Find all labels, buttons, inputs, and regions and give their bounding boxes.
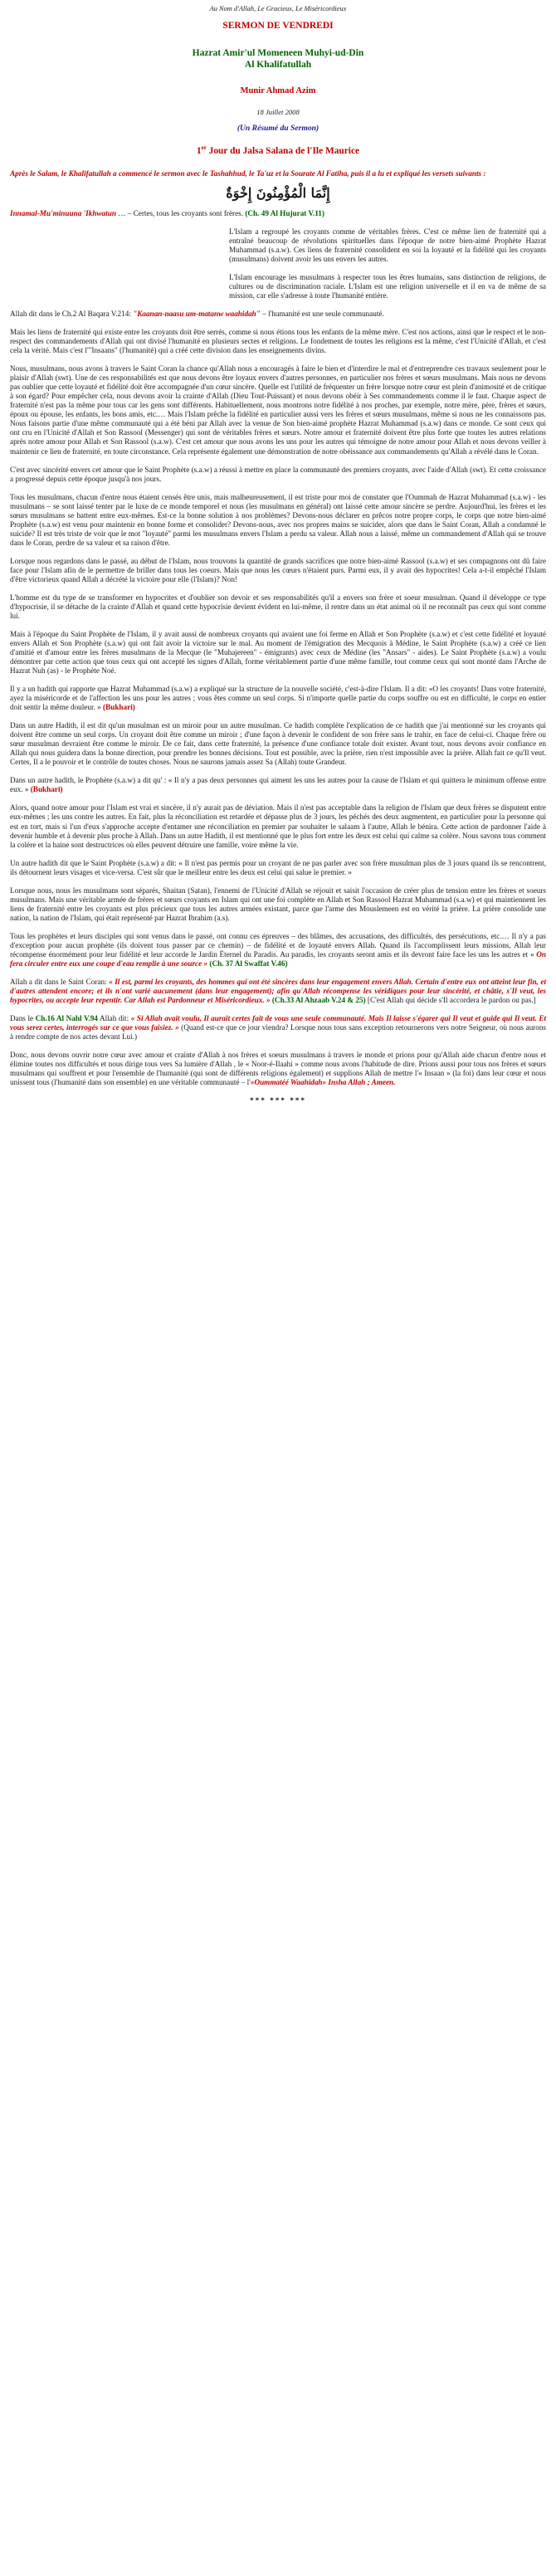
caliph-name-line-1: Hazrat Amir'ul Momeneen Muhyi-ud-Din [192,47,364,58]
jalsa-day-suffix: er [201,144,207,152]
closing-text: Donc, nous devons ouvrir notre cœur avec amour et crainte d'Allah à nos frères et soeurs musulmans à travers le monde et prions pour qu'Allah aide chacun d'entre nous et élimine toutes nos difficultés et nous dirige tous vers Sa lumière d'Allah , le « Noor-é-Ilaahi » comme nous avons l'habitude de dire. Prions aussi pour tous nos frères et sœurs musulmans qui souffrent et pour l'ensemble de l'humanité (qui sont de différents religions également) et supplions Allah de mettre l'« Insaan » (la foi) dans leur cœur et nous unissent tous (l'humanité dans son ensemble) en une véritable communauté – l' [10,1051,546,1087]
ahzaab-reference: (Ch.33 Al Ahzaab V.24 & 25) [271,995,366,1004]
paragraph-c-2: Un autre hadith dit que le Saint Prophète (s.a.w) a dit: « Il n'est pas permis pour un croyant de ne pas parler avec son frère musulman plus de 3 jours quand ils se rencontrent, ils détournent leurs visages et vice-versa. C'est sûr que le meilleur entre les deux est celui qui salue le premier. » [10,858,546,876]
bukhari-paragraph-2 [10,776,546,794]
jalsa-day-number: 1 [196,145,202,156]
speaker-name: Munir Ahmad Azim [240,85,316,95]
sermon-document [0,0,556,1114]
innamal-transliteration: Innamal-Mu'minuuna 'Ikhwatun [10,208,116,217]
ahzaab-intro: Allah a dit dans le Saint Coran: [10,977,110,986]
paragraph-a-7: Mais à l'époque du Saint Prophète de l'Islam, il y avait aussi de nombreux croyants qui avaient une foi ferme en Allah et Son Prophète (s.a.w) et c'est cette fidélité et loyauté envers Allah et Son Prophète (s.a.w) qui ont fait avoir la victoire sur le mal. Au moment de l'émigration des Mecquois à Médine, le Saint Prophète (s.a.w) a créé ce lien d'amitié et d'amour entre les frères musulmans de la Mecque (le "Muhajereen" - émigrants) avec ceux de Médine (les "Ansars" - aides). Le Saint Prophète (s.a.w) a voulu démontrer par cette action que tous ceux qui ont accepté les signes d'Allah, forme véritablement partie d'une même famille, tout comme ceux qui sont monté dans l'Arche de Hazrat Nuh (as) - le Prophète Noé. [10,629,546,676]
saffat-reference: (Ch. 37 Al Swaffat V.46) [209,959,288,968]
nahl-paragraph [10,1014,546,1042]
paragraph-c-1: Alors, quand notre amour pour l'Islam est vrai et sincère, il n'y aurait pas de déviation. Mais il n'est pas acceptable dans la religion de l'Islam que deux frères se disputent entre eux-mêmes ; les uns contre les autres. En fait, plus la réconciliation est retardée et dépasse plus de 3 jours, les péchés des deux augmentent, en particulier pour la personne qui est en tort, mais si l'un d'eux s'approche accepte d'entamer une réconciliation en premier par souhaiter le salaam à l'autre, Allah le bénira. Cette action de pardonner l'aide à devenir humble et à devenir plus proche à Allah. Dans un autre Hadith, il est mentionné que le plus fort entre les deux est celui qui calme sa colère. Nous savons tous comment la colère et la haine sont destructrices où elles peuvent détruire une famille, voire même la vie. [10,803,546,849]
arabic-verse: إِنَّمَا الْمُؤْمِنُونَ إِخْوَةٌ [226,184,330,201]
nahl-note: (Quand est-ce que ce jour viendra? Lorsque nous tous sans exception retournerons vers notre Seigneur, où nous aurons à rendre compte de nos actes devant Lui.) [10,1023,546,1042]
innamal-translation: … – Certes, tous les croyants sont frères. [115,208,246,217]
nahl-intro: Dans le [10,1014,36,1022]
jalsa-heading-text: Jour du Jalsa Salana de l'Ile Maurice [206,145,360,156]
sermon-title: SERMON DE VENDREDI [222,21,334,32]
end-stars: *** *** *** [250,1096,306,1105]
sermon-date: 18 Juillet 2008 [256,108,300,117]
paragraph-a-3: C'est avec sincérité envers cet amour que le Saint Prophète (s.a.w) a réussi à mettre en place la communauté des premiers croyants, avec l'aide d'Allah (swt). Et cette croissance a progressé depuis cette époque jusqu'à nos jours. [10,465,546,483]
paragraph-c-3: Lorsque nous, nous les musulmans sont séparés, Shaitan (Satan), l'ennemi de l'Unicité d'Allah se réjouit et saisit l'occasion de créer plus de tension entre les frères et soeurs musulmans. Mais une véritable armée de frères et sœurs croyants en Islam qui ont une foi complète en Allah et Son Rassool Hazrat Muhammad (s.a.w) et qui maintiennent les liens de fraternité entre les croyants est plus précieux que tous les autres armées existant, parce que l'arme des Mouslemeen est en vérité la prière. La prière consolide une nation, la nation de l'Islam, qui était représenté par Hazrat Ibrahim (a.s). [10,886,546,922]
paragraph-a-2: Nous, musulmans, nous avons à travers le Saint Coran la chance qu'Allah nous a encouragés à faire le bien et d'interdire le mal et d'entreprendre ces travaux seulement pour le plaisir d'Allah (swt). Une de ces responsabilités est que nous devons être loyaux envers d'autres personnes, en particulier nos frères et sœurs musulmans. Mais nous ne devons pas oublier que cette loyauté et fidélité doit être accompagnée d'un cœur sincère. Quelle est l'utilité de fréquenter un frère lorsque notre cœur est plein d'animosité et de critique à son égard? Pour empêcher cela, nous devons avoir la crainte d'Allah (Dieu Tout-Puissant) et nous devons obéir à Ses commandements comme il le faut. Chaque aspect de fraternité n'est pas la même pour tous car les gens sont différents. Habituellement, nous montrons notre fidélité à nos proches, par exemple, notre mère, père, frères et sœurs, époux ou épouse, les enfants, les bons amis, etc.… Mais l'Islam prêche la fidélité en particulier aussi vers les frères et sœurs musulmans, même si nous ne les connaissons pas. Nous faisons partie d'une même communauté qui a été béni par Allah avec la venue de Son bien-aimé prophète Hazrat Muhammad (s.a.w) dans ce monde. Ce sont ceux qui ont cru en l'Unicité d'Allah et Son Rassool (Messenger) qui sont de véritables frères et sœurs. Notre amour et fraternité doivent être plus forte que toutes les autres relations après notre amour pour Allah et Son Rassool (s.a.w). C'est cet amour que nous avons les uns pour les autres qui témoigne de notre amour pour Allah et nous devons veiller à maintenir ce lien de fraternité, en toute circonstance. Cela représente également une démonstration de notre obéissance aux commandements qu'Allah a révélé dans le Coran. [10,364,546,456]
saffat-quote: On fera circuler entre eux une coupe d'eau remplie à une source » [10,949,546,968]
saffat-text: Tous les prophètes et leurs disciples qui sont venus dans le passé, ont connu ces épreuves – des blâmes, des accusations, des difficultés, des persécutions, etc.… Il n'y a pas d'exception pour aucun prophète (ils doivent tous passer par ce chemin) – de fidélité et de loyauté envers Allah. Quand ils l'accomplissent leurs missions, Allah leur récompense énormément pour leur fidélité et leur accorde le Jardin Éternel du Paradis. Au paradis, les croyants seront amis et ils devront faire face les uns les autres et « [10,931,546,959]
bukhari-ref-2: (Bukhari) [30,785,63,794]
bukhari-text-1: Il y a un hadith qui rapporte que Hazrat Muhammad (s.a.w) a expliqué sur la structure de la nouvelle société, c'est-à-dire l'Islam. Il a dit: «O les croyants! Dans votre fraternité, ayez la miséricorde et de l'affection les uns pour les autres ; vous êtes comme un seul corps. Si n'importe quelle partie du corps souffre ou est en difficulté, le corps en entier doit sentir la même douleur. » [10,685,546,712]
bukhari-ref-1: (Bukhari) [103,703,135,712]
bukhari-text-2: Dans un autre hadith, le Prophète (s.a.w) a dit qu' : « Il n'y a pas deux personnes qui aiment les uns les autres pour la cause de l'Islam et qui quittera le minimum offense entre eux. » [10,776,546,794]
indent-paragraph-2: L'Islam encourage les musulmans à respecter tous les êtres humains, sans distinction de religions, de cultures ou de discrimination raciale. L'Islam est une religion universelle et il en va de même de sa mission, car elle s'adresse à toute l'humanité entière. [229,273,546,300]
innamal-reference: (Ch. 49 Al Hujurat V.11) [245,208,324,217]
paragraph-a-4: Tous les musulmans, chacun d'entre nous étaient censés être unis, mais malheureusement, il est triste pour moi de constater que l'Oummah de Hazrat Muhammad (s.a.w) - les musulmans – se sont laissé tenter par le luxe de ce monde temporel et nous (les musulmans en général) ont laissé cette amour sincère se perdre. Aujourd'hui, les frères et les sœurs musulmans se battent entre eux-mêmes. Est-ce la bonne solution à nos problèmes? Devons-nous déclarer en prêcos notre propre corps, le corps que notre bien-aimé Prophète (s.a.w) est venu pour maintenir en bonne forme et consolider? Devons-nous, avec nos propres mains se suicider, alors que dans le Saint Coran, Allah a condamné le suicide? Il est très triste de voir que le mot "loyauté" parmi les musulmans envers l'Islam a perdu sa valeur. Allah nous a laissé, même un commandement d'Allah qui se trouve dans le Coran, perdre de sa valeur et sa raison d'être. [10,492,546,547]
summary-label: (Un Résumé du Sermon) [237,123,319,133]
ahzaab-quote: « Il est, parmi les croyants, des hommes qui ont été sincères dans leur engagement envers Allah. Certain d'entre eux ont atteint leur fin, et d'autres attendent encore; et ils n'ont varié aucunement (dans leur engagement); afin qu'Allah récompense les véridiques pour leur sincérité, et châtie, s'Il veut, les hypocrites, ou accepte leur repentir. Car Allah est Pardonneur et Miséricordieux. » [10,977,546,1004]
paragraph-a-6: L'homme est du type de se transformer en hypocrites et d'oublier son devoir et ses responsabilités qu'il a envers son frère et soeur musulman. Quand il développe ce type d'hypocrisie, il se détache de la crainte d'Allah et quand cette hypocrisie devient évident en lui-même, il rentre dans un état animal où il ne reconnaît pas ceux qui sont comme lui. [10,593,546,620]
baqara-intro: Allah dit dans le Ch.2 Al Baqara V.214: [10,310,134,319]
closing-paragraph [10,1051,546,1087]
nahl-reference: Ch.16 Al Nahl V.94 [35,1014,98,1022]
nahl-quote: « Si Allah avait voulu, Il aurait certes fait de vous une seule communauté. Mais Il laisse s'égarer qui Il veut et guide qui Il veut. Et vous serez certes, interrogés sur ce que vous faisiez. » [10,1014,547,1032]
intro-paragraph: Après le Salam, le Khalifatullah a commencé le sermon avec le Tashahhud, le Ta'uz et la Sourate Al Fatiha, puis il a lu et expliqué les versets suivants : [10,168,486,178]
caliph-name-line-2: Al Khalifatullah [244,60,312,71]
paragraph-a-5: Lorsque nous regardons dans le passé, au début de l'Islam, nous trouvons la quantité de grands sacrifices que notre bien-aimé Rassool (s.a.w) et ses compagnons ont dû faire face pour l'Islam afin de le permettre de briller dans tous les coeurs. Mais que nous les cœurs n'étaient purs. Parmi eux, il y avait des hypocrites! Cela a-t-il empêché l'Islam d'être victorieux quand Allah a décrété la victoire pour elle (l'Islam)? Non! [10,556,546,583]
bukhari-paragraph-1 [10,685,546,712]
invocation-line: Au Nom d'Allah, Le Gracieux, Le Miséricordieux [209,5,347,12]
ahzaab-paragraph [10,978,546,1005]
closing-end: «Oummatéé Waahidah» Insha Allah ; Ameen. [250,1078,396,1087]
saffat-paragraph [10,932,546,968]
nahl-mid: Allah dit: [97,1014,131,1022]
indent-paragraph-1: L'Islam a regroupé les croyants comme de véritables frères. C'est ce même lien de fraternité qui a entraîné beaucoup de révolutions spirituelles dans l'époque de notre bien-aimé Prophète Hazrat Muhammad (s.a.w). Ces liens de fraternité consolident en soi la loyauté et la fidélité qui les croyants (musulmans) doivent avoir les uns envers les autres. [229,227,546,263]
innamal-paragraph [10,209,546,218]
baqara-quote: "Kaanan-naasu um-matanw waahidah" [133,310,261,319]
paragraph-b-1: Dans un autre Hadith, il est dit qu'un musulman est un miroir pour un autre musulman. Ce hadith complète l'explication de ce hadith que j'ai mentionné sur les croyants qui doivent être comme un seul corps. Un croyant doit être comme un miroir ; d'une façon à devenir le confident de son frère sans le trahir, en face de celui-ci. Chaque frère ou sœur musulman devraient être comme le miroir. De ce fait, dans cette fraternité, la présence d'une confiance totale doit exister. Avant tout, nous devons avoir confiance en Allah qui nous guidera dans la bonne direction, pour prendre les bonnes décisions. Tout est possible, avec la prière, rien n'est impossible avec la prière. Allah fait ce qu'Il veut. Certes, Il a le pouvoir et le contrôle de toutes choses. Nous ne saurons jamais assez Sa (Allah) toute Grandeur. [10,721,546,767]
jalsa-heading [10,144,546,157]
baqara-meaning: – l'humanité est une seule communauté. [260,310,384,319]
paragraph-a-1: Mais les liens de fraternité qui existe entre les croyants doit être serrés, comme si nous étions tous les enfants de la même mère. C'est nos actions, ainsi que le respect et le non-respect des commandements d'Allah qui ont divisé l'humanité en plusieurs sectes et religions. Le fondement de toutes les religions est la même, c'est l'Unicité d'Allah, et c'est cela la vérité. Mais c'est l'"Insaans" (l'humanité) qui a créé cette division dans les enseignements divins. [10,328,546,355]
ahzaab-note: [C'est Allah qui décide s'Il accordera le pardon ou pas.] [365,995,536,1004]
baqara-paragraph [10,310,546,319]
